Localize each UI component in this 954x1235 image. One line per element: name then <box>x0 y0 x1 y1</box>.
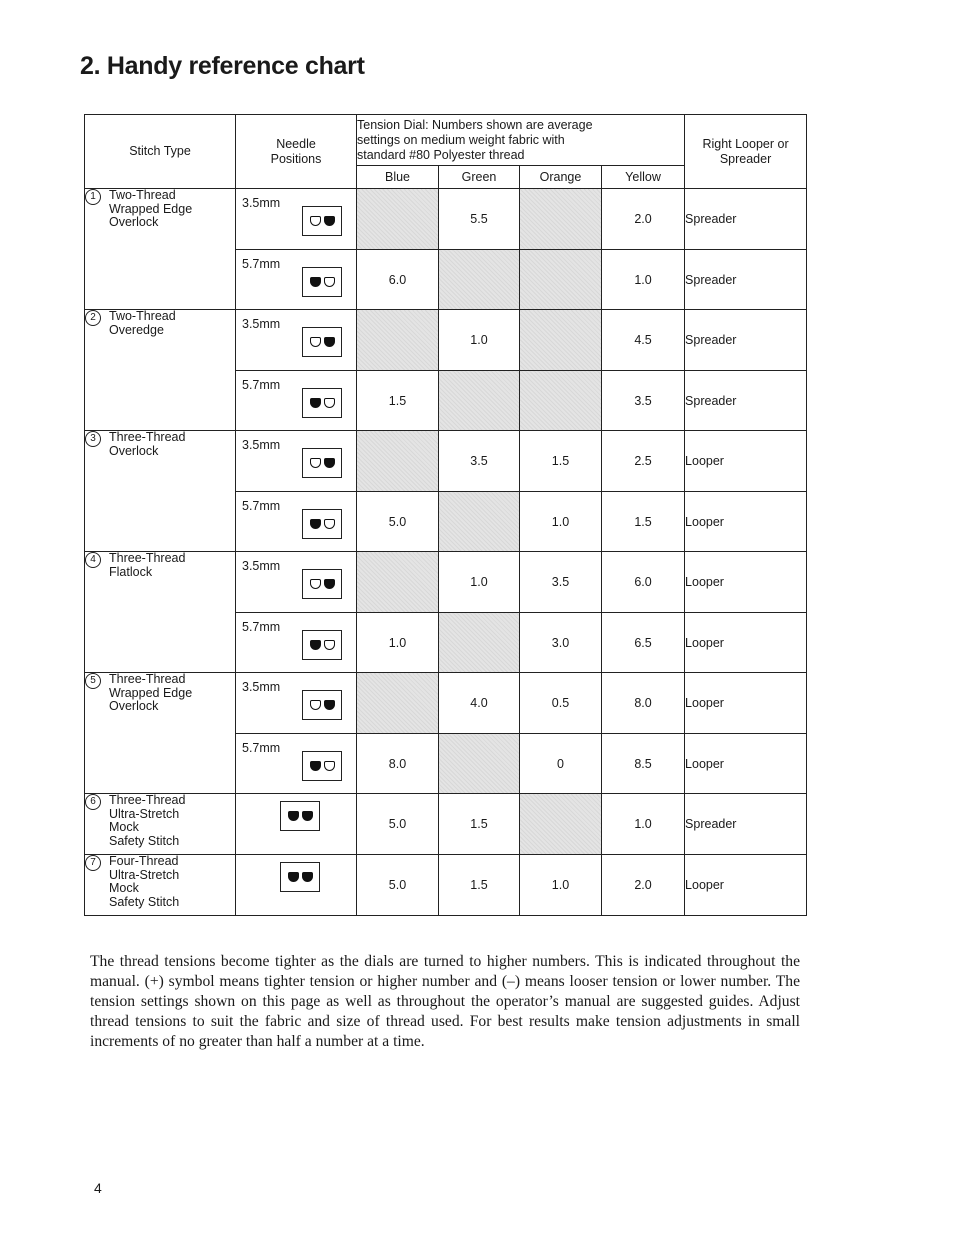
tension-blue-cell: 6.0 <box>357 250 439 310</box>
reference-chart-table <box>84 114 807 916</box>
looper-spreader-cell: Spreader <box>685 310 807 371</box>
stitch-type-cell <box>85 431 236 552</box>
needle-plate-icon <box>280 801 320 831</box>
needle-plate-icon <box>302 267 342 297</box>
filled-needle-icon <box>324 337 335 347</box>
tension-green-cell <box>439 734 520 794</box>
stitch-name: Three-Thread Flatlock <box>109 551 186 579</box>
tension-blue-cell: 5.0 <box>357 492 439 552</box>
stitch-number-badge: 7 <box>85 855 101 871</box>
tension-orange-cell: 1.5 <box>520 431 602 492</box>
needle-position-cell <box>236 431 357 492</box>
tension-orange-cell <box>520 189 602 250</box>
table-row <box>85 552 807 613</box>
needle-position-cell <box>236 855 357 916</box>
tension-green-cell: 1.0 <box>439 552 520 613</box>
tension-blue-cell: 8.0 <box>357 734 439 794</box>
stitch-type-header: Stitch Type <box>85 115 236 189</box>
tension-orange-cell <box>520 794 602 855</box>
tension-green-cell: 1.5 <box>439 855 520 916</box>
stitch-number-badge: 2 <box>85 310 101 326</box>
stitch-number-badge: 4 <box>85 552 101 568</box>
looper-spreader-cell: Looper <box>685 431 807 492</box>
needle-position-cell <box>236 552 357 613</box>
needle-position-cell <box>236 794 357 855</box>
tension-green-cell <box>439 371 520 431</box>
filled-needle-icon <box>324 458 335 468</box>
filled-needle-icon <box>324 700 335 710</box>
needle-plate-icon <box>280 862 320 892</box>
table-row <box>85 431 807 492</box>
needle-size-label: 3.5mm <box>242 680 281 694</box>
needle-position-cell <box>236 310 357 371</box>
color-header-blue: Blue <box>357 166 439 189</box>
stitch-number-badge: 3 <box>85 431 101 447</box>
tension-blue-cell: 1.0 <box>357 613 439 673</box>
tension-green-cell <box>439 250 520 310</box>
tension-yellow-cell: 2.0 <box>602 189 685 250</box>
empty-needle-icon <box>310 216 321 226</box>
tension-green-cell: 4.0 <box>439 673 520 734</box>
stitch-type-cell <box>85 673 236 794</box>
stitch-name: Three-Thread Overlock <box>109 430 186 458</box>
tension-orange-cell <box>520 250 602 310</box>
tension-green-cell: 5.5 <box>439 189 520 250</box>
looper-spreader-cell: Looper <box>685 734 807 794</box>
empty-needle-icon <box>310 700 321 710</box>
stitch-name: Three-Thread Wrapped Edge Overlock <box>109 672 193 713</box>
needle-size-label: 5.7mm <box>242 741 281 755</box>
tension-orange-cell: 0 <box>520 734 602 794</box>
tension-green-cell <box>439 492 520 552</box>
needle-plate-icon <box>302 388 342 418</box>
needle-position-cell <box>236 613 357 673</box>
filled-needle-icon <box>288 872 299 882</box>
tension-orange-cell: 3.0 <box>520 613 602 673</box>
empty-needle-icon <box>310 458 321 468</box>
filled-needle-icon <box>310 640 321 650</box>
empty-needle-icon <box>324 519 335 529</box>
tension-blue-cell: 5.0 <box>357 855 439 916</box>
looper-spreader-cell: Looper <box>685 492 807 552</box>
tension-yellow-cell: 1.0 <box>602 794 685 855</box>
needle-positions-header: Needle Positions <box>236 115 357 189</box>
looper-spreader-cell: Looper <box>685 552 807 613</box>
needle-position-cell <box>236 189 357 250</box>
tension-blue-cell <box>357 310 439 371</box>
needle-size-label: 3.5mm <box>242 317 281 331</box>
empty-needle-icon <box>324 761 335 771</box>
tension-green-cell: 1.5 <box>439 794 520 855</box>
tension-green-cell: 3.5 <box>439 431 520 492</box>
tension-blue-cell: 1.5 <box>357 371 439 431</box>
tension-green-cell <box>439 613 520 673</box>
needle-size-label: 3.5mm <box>242 438 281 452</box>
needle-plate-icon <box>302 690 342 720</box>
needle-size-label: 3.5mm <box>242 559 281 573</box>
tension-yellow-cell: 8.0 <box>602 673 685 734</box>
tension-blue-cell <box>357 552 439 613</box>
tension-blue-cell <box>357 189 439 250</box>
looper-spreader-cell: Looper <box>685 855 807 916</box>
tension-blue-cell: 5.0 <box>357 794 439 855</box>
looper-spreader-cell: Spreader <box>685 794 807 855</box>
tension-yellow-cell: 6.0 <box>602 552 685 613</box>
empty-needle-icon <box>310 337 321 347</box>
needle-size-label: 3.5mm <box>242 196 281 210</box>
empty-needle-icon <box>324 640 335 650</box>
stitch-name: Two-Thread Overedge <box>109 309 176 337</box>
page-number: 4 <box>94 1180 102 1196</box>
tension-explanation-paragraph: The thread tensions become tighter as the dials are turned to higher numbers. This is indicated throughout the manual. (+) symbol means tighter tension or higher number and (–) means looser tension or lower number. The tension settings shown on this page as well as throughout the operator’s manual are suggested guides. Adjust thread tensions to suit the fabric and size of thread used. For best results make tension adjustments in small increments of no greater than half a number at a time. <box>90 953 800 1050</box>
tension-yellow-cell: 1.5 <box>602 492 685 552</box>
needle-plate-icon <box>302 569 342 599</box>
tension-orange-cell: 3.5 <box>520 552 602 613</box>
needle-size-label: 5.7mm <box>242 257 281 271</box>
empty-needle-icon <box>324 398 335 408</box>
tension-yellow-cell: 3.5 <box>602 371 685 431</box>
looper-spreader-cell: Spreader <box>685 371 807 431</box>
stitch-type-cell <box>85 189 236 310</box>
stitch-number-badge: 1 <box>85 189 101 205</box>
filled-needle-icon <box>288 811 299 821</box>
tension-yellow-cell: 2.5 <box>602 431 685 492</box>
stitch-type-cell <box>85 310 236 431</box>
looper-spreader-cell: Spreader <box>685 250 807 310</box>
tension-blue-cell <box>357 673 439 734</box>
needle-position-cell <box>236 673 357 734</box>
needle-size-label: 5.7mm <box>242 378 281 392</box>
stitch-number-badge: 6 <box>85 794 101 810</box>
tension-yellow-cell: 6.5 <box>602 613 685 673</box>
table-row <box>85 855 807 916</box>
color-header-yellow: Yellow <box>602 166 685 189</box>
tension-blue-cell <box>357 431 439 492</box>
tension-orange-cell: 1.0 <box>520 492 602 552</box>
filled-needle-icon <box>310 761 321 771</box>
table-row <box>85 673 807 734</box>
stitch-name: Two-Thread Wrapped Edge Overlock <box>109 188 193 229</box>
tension-orange-cell: 1.0 <box>520 855 602 916</box>
tension-orange-cell: 0.5 <box>520 673 602 734</box>
tension-yellow-cell: 8.5 <box>602 734 685 794</box>
needle-position-cell <box>236 250 357 310</box>
needle-plate-icon <box>302 206 342 236</box>
needle-plate-icon <box>302 751 342 781</box>
looper-spreader-cell: Looper <box>685 613 807 673</box>
needle-plate-icon <box>302 509 342 539</box>
table-row <box>85 310 807 371</box>
stitch-name: Four-Thread Ultra-Stretch Mock Safety Stitch <box>109 854 180 909</box>
filled-needle-icon <box>324 579 335 589</box>
page-title: 2. Handy reference chart <box>80 52 365 80</box>
tension-orange-cell <box>520 310 602 371</box>
needle-position-cell <box>236 492 357 552</box>
filled-needle-icon <box>324 216 335 226</box>
stitch-name: Three-Thread Ultra-Stretch Mock Safety Stitch <box>109 793 186 848</box>
table-row <box>85 189 807 250</box>
filled-needle-icon <box>310 519 321 529</box>
needle-size-label: 5.7mm <box>242 620 281 634</box>
empty-needle-icon <box>324 277 335 287</box>
color-header-green: Green <box>439 166 520 189</box>
tension-dial-header: Tension Dial: Numbers shown are average settings on medium weight fabric with standard #80 Polyester thread <box>357 115 685 166</box>
filled-needle-icon <box>310 398 321 408</box>
filled-needle-icon <box>310 277 321 287</box>
needle-position-cell <box>236 734 357 794</box>
right-looper-header: Right Looper or Spreader <box>685 115 807 189</box>
table-row <box>85 794 807 855</box>
needle-plate-icon <box>302 630 342 660</box>
looper-spreader-cell: Looper <box>685 673 807 734</box>
stitch-type-cell <box>85 552 236 673</box>
color-header-orange: Orange <box>520 166 602 189</box>
tension-green-cell: 1.0 <box>439 310 520 371</box>
needle-plate-icon <box>302 448 342 478</box>
tension-yellow-cell: 4.5 <box>602 310 685 371</box>
needle-position-cell <box>236 371 357 431</box>
tension-yellow-cell: 1.0 <box>602 250 685 310</box>
needle-plate-icon <box>302 327 342 357</box>
stitch-number-badge: 5 <box>85 673 101 689</box>
stitch-type-cell <box>85 855 236 916</box>
filled-needle-icon <box>302 811 313 821</box>
tension-orange-cell <box>520 371 602 431</box>
tension-yellow-cell: 2.0 <box>602 855 685 916</box>
stitch-type-cell <box>85 794 236 855</box>
needle-size-label: 5.7mm <box>242 499 281 513</box>
looper-spreader-cell: Spreader <box>685 189 807 250</box>
filled-needle-icon <box>302 872 313 882</box>
empty-needle-icon <box>310 579 321 589</box>
